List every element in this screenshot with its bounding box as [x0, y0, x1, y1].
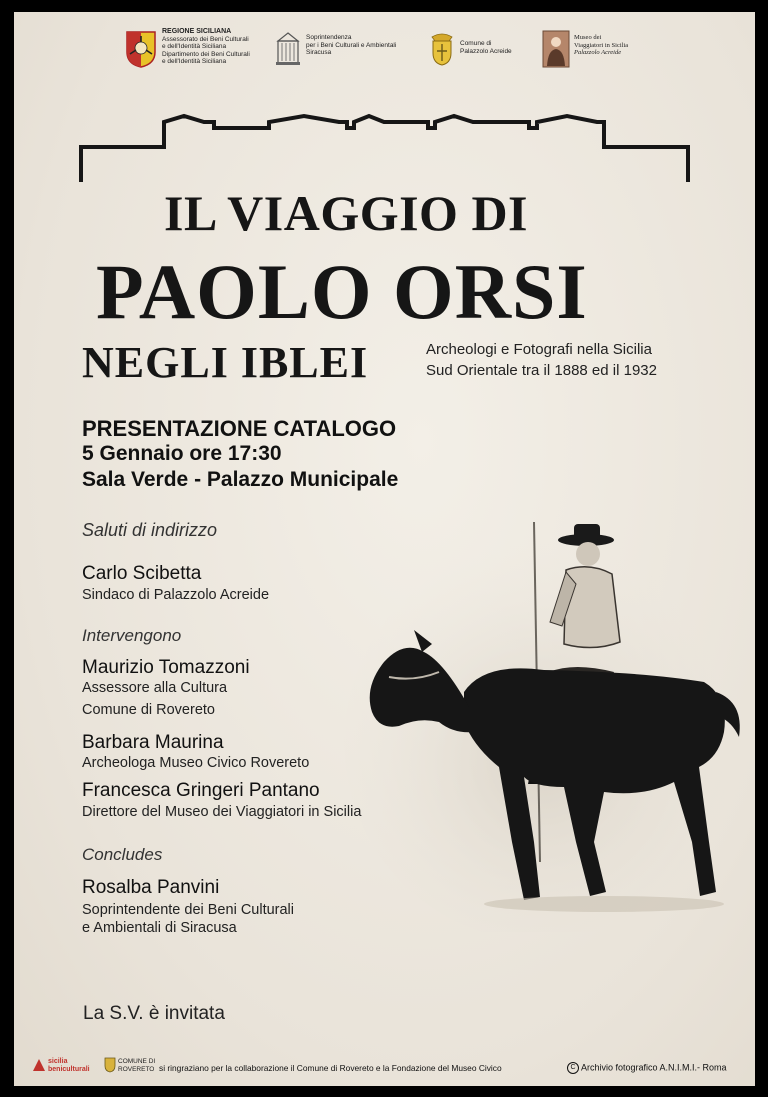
concludes-label: Concludes	[82, 845, 163, 864]
palazzolo-label: Comune di Palazzolo Acreide	[460, 40, 512, 55]
greeter-role: Sindaco di Palazzolo Acreide	[82, 587, 270, 603]
title-line-2: PAOLO ORSI	[96, 248, 588, 335]
speaker-role: Direttore del Museo dei Viaggiatori in Sicilia	[82, 804, 362, 820]
speaker-name: Francesca Gringeri Pantano	[82, 780, 320, 801]
event-venue: Sala Verde - Palazzo Municipale	[82, 468, 399, 491]
event-date: 5 Gennaio ore 17:30	[82, 442, 282, 465]
footer	[14, 1052, 755, 1082]
speaker-name: Barbara Maurina	[82, 732, 224, 753]
footer-credit	[567, 1062, 727, 1074]
copyright-icon: C	[567, 1062, 579, 1074]
footer-thanks: si ringraziano per la collaborazione il Comune di Rovereto e la Fondazione del Museo Civico	[159, 1063, 502, 1073]
speaker-role: Assessore alla Cultura	[82, 680, 228, 696]
soprintendenza-label: Soprintendenza per i Beni Culturali e Ambientali Siracusa	[306, 34, 397, 56]
speaker-name: Maurizio Tomazzoni	[82, 657, 250, 678]
title-subtitle: Archeologi e Fotografi nella Sicilia Sud Orientale tra il 1888 ed il 1932	[426, 341, 657, 379]
greeter-name: Carlo Scibetta	[82, 563, 202, 584]
rovereto-label: COMUNE DI ROVERETO	[118, 1058, 156, 1073]
sicilia-beniculturali-label: sicilia beniculturali	[48, 1058, 90, 1073]
regione-siciliana-label: REGIONE SICILIANA Assessorato dei Beni Culturali e dell'Identità Siciliana Dipartimento dei Beni Culturali e dell'Identità Siciliana	[162, 28, 250, 65]
speaker-role: Archeologa Museo Civico Rovereto	[82, 755, 310, 771]
speaker-role: Comune di Rovereto	[82, 702, 215, 718]
sicilia-beniculturali-logo-icon	[32, 1058, 46, 1072]
greetings-label: Saluti di indirizzo	[82, 520, 218, 540]
paolo-orsi-horse-photo	[344, 512, 744, 932]
invitation-text: La S.V. è invitata	[83, 1003, 225, 1024]
poster	[14, 12, 755, 1086]
concluder-name: Rosalba Panvini	[82, 877, 220, 898]
museo-viaggiatori-label: Museo dei Viaggiatori in Sicilia Palazzolo Acreide	[574, 34, 629, 56]
title-line-3: NEGLI IBLEI	[82, 338, 369, 387]
event-heading: PRESENTAZIONE CATALOGO	[82, 416, 397, 441]
rovereto-crest-icon	[104, 1057, 116, 1073]
footer-credit-text: Archivio fotografico A.N.I.M.I.- Roma	[581, 1062, 727, 1073]
title-line-1: IL VIAGGIO DI	[164, 185, 529, 241]
speakers-label: Intervengono	[82, 626, 182, 645]
concluder-role: Soprintendente dei Beni Culturali e Ambientali di Siracusa	[82, 902, 294, 936]
